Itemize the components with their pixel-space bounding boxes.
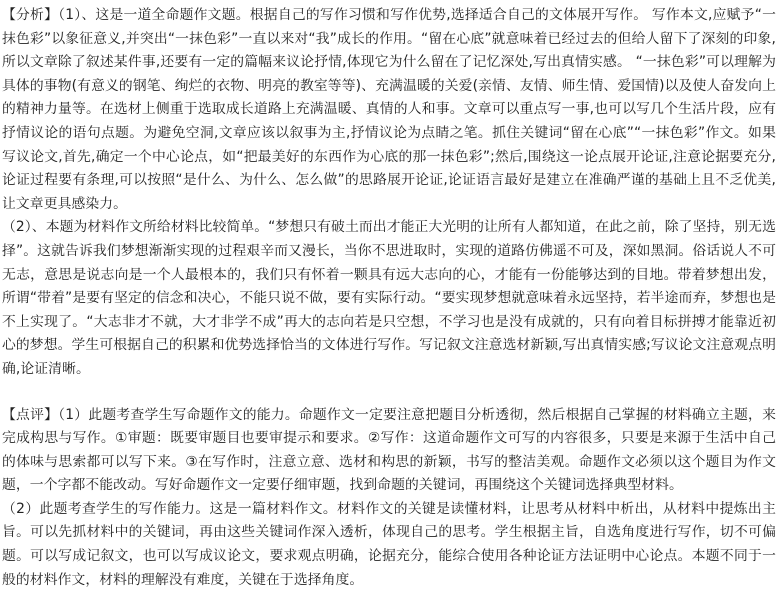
- section-gap: [2, 382, 776, 404]
- answer-document: [2, 4, 776, 592]
- comment-paragraph-1: 【点评】（1）此题考查学生写命题作文的能力。命题作文一定要注意把题目分析透彻，然后根据自己掌握的材料确立主题，来完成构思与写作。①审题：既要审题目也要审提示和要求。②写作：这道命题作文可写的内容很多，只要是来源于生活中自己的体味与思索都可以写下来。③在写作时，注意立意、选材和构思的新颖，书写的整洁美观。命题作文必须以这个题目为作文题，一个字都不能改动。写好命题作文一定要仔细审题，找到命题的关键词，再围绕这个关键词选择典型材料。: [2, 404, 776, 498]
- comment-section: [2, 404, 776, 592]
- analysis-section: [2, 4, 776, 382]
- analysis-paragraph-2: （2）、本题为材料作文所给材料比较简单。“梦想只有破土而出才能正大光明的让所有人都知道，在此之前，除了坚持，别无选择”。这就告诉我们梦想渐渐实现的过程艰辛而又漫长，当你不思进取时，实现的道路仿佛遥不可及，深如黑洞。俗话说人不可无志，意思是说志向是一个人最根本的，我们只有怀着一颗具有远大志向的心，才能有一份能够达到的目地。带着梦想出发，所谓“带着”是要有坚定的信念和决心，不能只说不做，要有实际行动。“要实现梦想就意味着永远坚持，若半途而弃，梦想也是不上实现了。“大志非才不就，大才非学不成”再大的志向若是只空想，不学习也是没有成就的，只有向着目标拼搏才能靠近初心的梦想。学生可根据自己的积累和优势选择恰当的文体进行写作。写记叙文注意选材新颖,写出真情实感;写议论文注意观点明确,论证清晰。: [2, 216, 776, 381]
- comment-paragraph-2: （2）此题考查学生的写作能力。这是一篇材料作文。材料作文的关键是读懂材料，让思考从材料中析出，从材料中提炼出主旨。可以先抓材料中的关键词，再由这些关键词作深入透析，体现自己的思考。学生根据主旨，自选角度进行写作，切不可偏题。可以写成记叙文，也可以写成议论文，要求观点明确，论据充分，能综合使用各种论证方法证明中心论点。本题不同于一般的材料作文，材料的理解没有难度，关键在于选择角度。: [2, 498, 776, 592]
- analysis-paragraph-1: 【分析】（1）、这是一道全命题作文题。根据自己的写作习惯和写作优势,选择适合自己的文体展开写作。 写作本文,应赋予“一抹色彩”以象征意义,并突出“一抹色彩”一直以来对“我”成长的作用。“留在心底”就意味着已经过去的但给人留下了深刻的印象,所以文章除了叙述某件事,还要有一定的篇幅来议论抒情,体现它为什么留在了记忆深处,写出真情实感。 “一抹色彩”可以理解为具体的事物(有意义的钢笔、绚烂的衣物、明亮的教室等等)、充满温暖的关爱(亲情、友情、师生情、爱国情)以及使人奋发向上的精神力量等。在选材上侧重于选取成长道路上充满温暖、真情的人和事。文章可以重点写一事,也可以写几个生活片段，应有抒情议论的语句点题。为避免空洞,文章应该以叙事为主,抒情议论为点睛之笔。抓住关键词“留在心底”“一抹色彩”作文。如果写议论文,首先,确定一个中心论点，如“把最美好的东西作为心底的那一抹色彩”;然后,围绕这一论点展开论证,注意论据要充分,论证过程要有条理,可以按照“是什么、为什么、怎么做”的思路展开论证,论证语言最好是建立在准确严谨的基础上且不乏优美,让文章更具感染力。: [2, 4, 776, 216]
